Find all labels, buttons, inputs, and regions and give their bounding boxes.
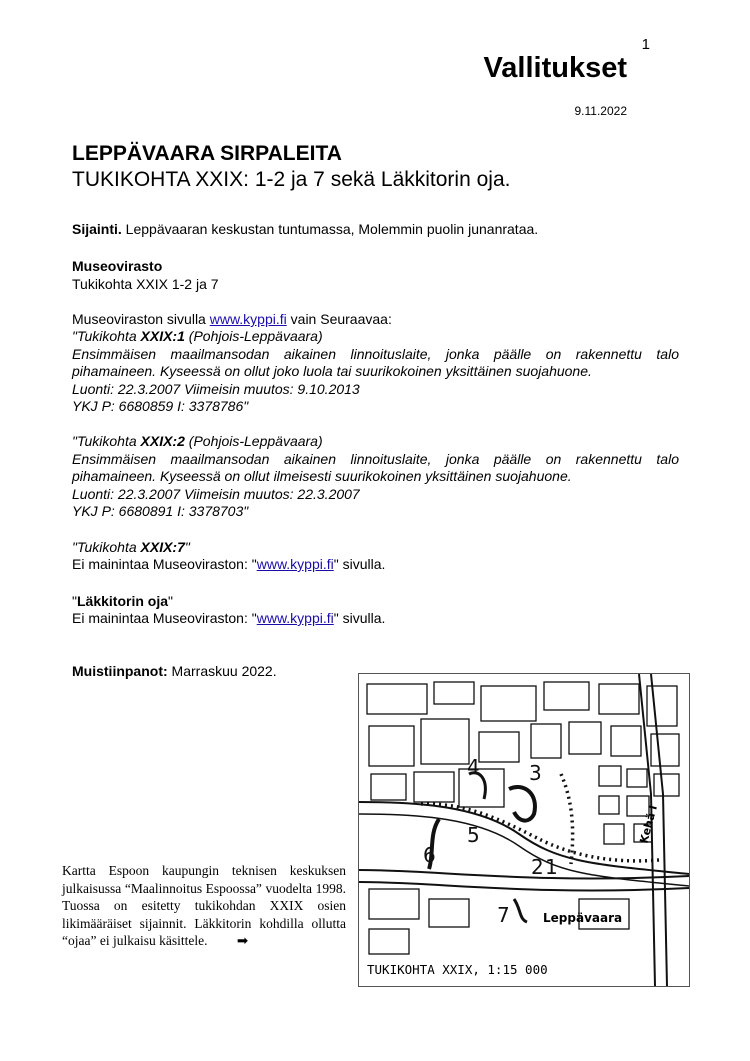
entry7-note: Ei mainintaa Museoviraston: "www.kyppi.fi" sivulla.	[72, 556, 386, 572]
entry1-coords: YKJ P: 6680859 I: 3378786"	[72, 398, 249, 414]
map-scale-title: TUKIKOHTA XXIX, 1:15 000	[367, 962, 548, 977]
arrow-right-icon: ➡	[236, 933, 249, 948]
oja-title: "Läkkitorin oja"	[72, 593, 173, 609]
map-drawing	[359, 674, 689, 986]
entry2-description: Ensimmäisen maailmansodan aikainen linnoituslaite, jonka päälle on rakennettu talo pihamaineen. Kyseessä on ollut ilmeisesti suurikokoinen yksittäinen suojahuone.	[72, 451, 679, 484]
main-heading: LEPPÄVAARA SIRPALEITA	[72, 142, 342, 165]
museovirasto-intro: Museoviraston sivulla www.kyppi.fi vain Seuraavaa:	[72, 311, 392, 327]
entry1-code: XXIX:1	[140, 328, 185, 344]
map-place-label: Leppävaara	[543, 911, 623, 925]
sub-heading: TUKIKOHTA XXIX: 1-2 ja 7 sekä Läkkitorin oja.	[72, 168, 511, 191]
map-marker-1: 1	[545, 855, 558, 879]
map-marker-6: 6	[423, 843, 436, 867]
map-figure	[358, 673, 690, 987]
museovirasto-heading: Museovirasto	[72, 258, 163, 274]
entry2-title: "Tukikohta XXIX:2 (Pohjois-Leppävaara)	[72, 433, 323, 449]
kyppi-link[interactable]: www.kyppi.fi	[209, 311, 287, 327]
map-marker-2: 2	[531, 855, 544, 879]
entry2-code: XXIX:2	[140, 433, 185, 449]
map-marker-3: 3	[529, 761, 542, 785]
oja-note: Ei mainintaa Museoviraston: "www.kyppi.fi" sivulla.	[72, 610, 386, 626]
document-title: Vallitukset	[483, 52, 627, 84]
location-label: Sijainti.	[72, 221, 122, 237]
notes-text: Marraskuu 2022.	[167, 663, 277, 679]
document-date: 9.11.2022	[574, 104, 627, 118]
map-caption: Kartta Espoon kaupungin teknisen keskuksen julkaisussa “Maalinnoitus Espoossa” vuodelta 1998. Tuossa on esitetty tukikohdan XXIX osien likimääräiset sijainnit. Läkkitorin kohdilla ollutta “ojaa” ei julkaisu käsittele. ➡	[62, 863, 346, 948]
entry7-code: XXIX:7	[140, 539, 185, 555]
museovirasto-subheading: Tukikohta XXIX 1-2 ja 7	[72, 276, 219, 292]
entry7-title: "Tukikohta XXIX:7"	[72, 539, 190, 555]
entry2-coords: YKJ P: 6680891 I: 3378703"	[72, 503, 249, 519]
map-road-label: Kehä I	[637, 803, 660, 845]
entry2-dates: Luonti: 22.3.2007 Viimeisin muutos: 22.3.2007	[72, 486, 360, 502]
location-text: Leppävaaran keskustan tuntumassa, Molemmin puolin junanrataa.	[121, 221, 539, 237]
oja-name: Läkkitorin oja	[76, 593, 169, 609]
entry1-title: "Tukikohta XXIX:1 (Pohjois-Leppävaara)	[72, 328, 323, 344]
entry1-description: Ensimmäisen maailmansodan aikainen linnoituslaite, jonka päälle on rakennettu talo pihamaineen. Kyseessä on ollut joko luola tai suurikokoinen yksittäinen suojahuone.	[72, 346, 679, 379]
location-paragraph	[72, 221, 679, 238]
entry1-dates: Luonti: 22.3.2007 Viimeisin muutos: 9.10.2013	[72, 381, 360, 397]
notes-label: Muistiinpanot:	[72, 663, 168, 679]
page-number: 1	[641, 36, 650, 53]
kyppi-link[interactable]: www.kyppi.fi	[256, 610, 334, 626]
kyppi-link[interactable]: www.kyppi.fi	[256, 556, 334, 572]
map-marker-5: 5	[467, 823, 480, 847]
map-marker-4: 4	[467, 755, 480, 779]
map-marker-7: 7	[497, 903, 510, 927]
